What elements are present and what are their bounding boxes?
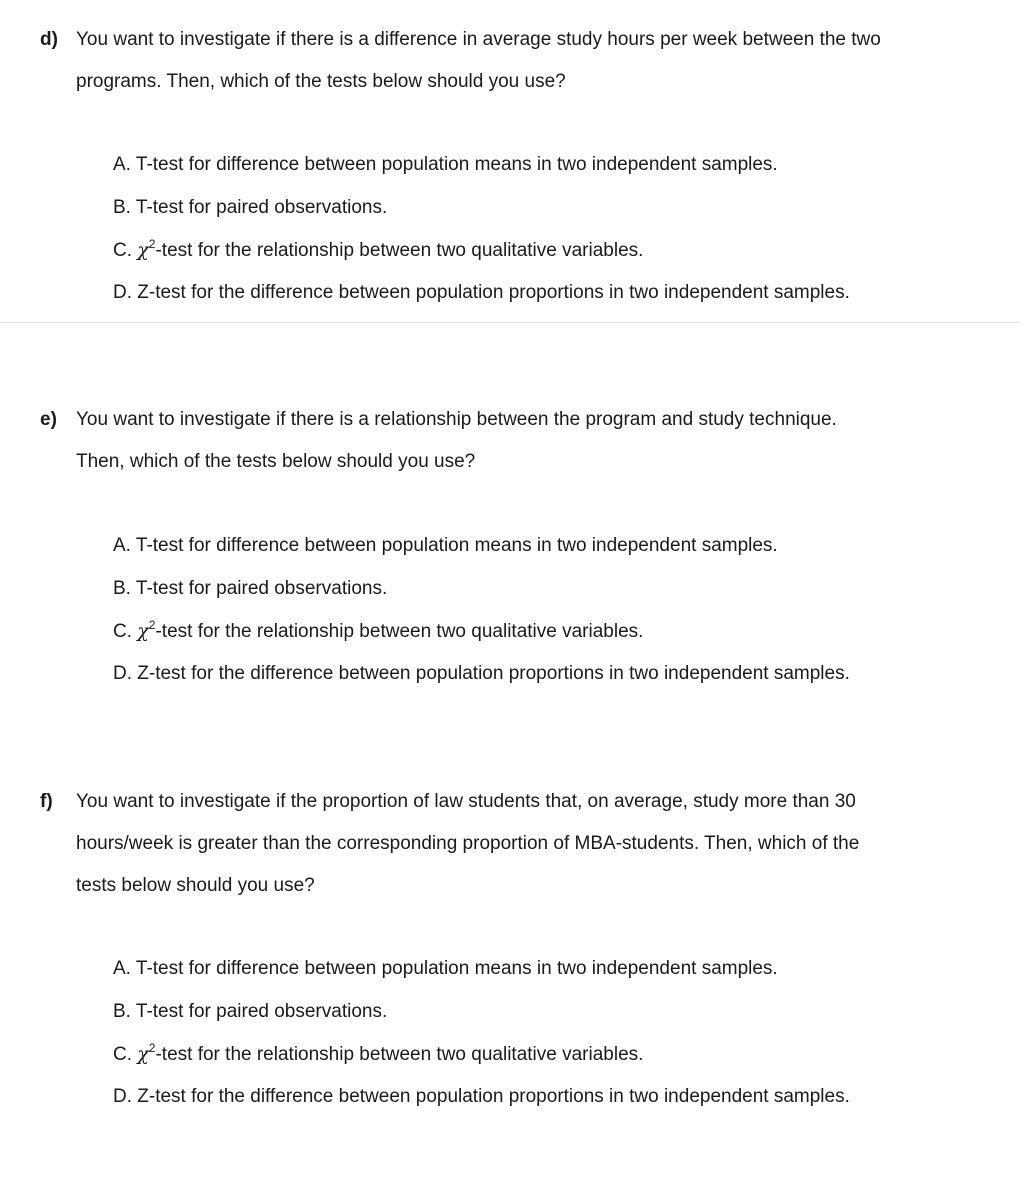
question-label: f)	[40, 791, 53, 812]
exponent: 2	[148, 618, 156, 632]
option-text: T-test for difference between population means in two independent samples.	[135, 154, 778, 175]
option-letter: B.	[113, 196, 131, 218]
option-letter: B.	[113, 577, 131, 599]
option-text: -test for the relationship between two qualitative variables.	[155, 621, 644, 642]
question-line: You want to investigate if the proportion of law students that, on average, study more than 30	[76, 791, 856, 812]
option-a	[113, 948, 850, 991]
option-b	[113, 991, 850, 1034]
option-text: T-test for difference between population means in two independent samples.	[135, 958, 778, 979]
question-line: You want to investigate if there is a difference in average study hours per week between the two	[76, 29, 881, 50]
option-b	[113, 187, 850, 230]
option-c	[113, 610, 850, 653]
question-line: You want to investigate if there is a relationship between the program and study technique.	[76, 409, 837, 430]
option-list	[113, 144, 850, 314]
question-text	[76, 399, 996, 483]
option-a	[113, 144, 850, 187]
option-text: T-test for paired observations.	[135, 1000, 388, 1022]
option-text: T-test for paired observations.	[135, 577, 388, 599]
option-c	[113, 229, 850, 272]
chi-symbol: χ	[137, 1043, 149, 1065]
option-letter: C.	[113, 621, 132, 642]
question-text	[76, 19, 996, 103]
option-b	[113, 568, 850, 611]
question-line: hours/week is greater than the corresponding proportion of MBA-students. Then, which of the	[76, 833, 860, 854]
option-text: Z-test for the difference between population proportions in two independent samples.	[137, 662, 850, 684]
option-text: Z-test for the difference between population proportions in two independent samples.	[137, 281, 850, 303]
question-line: Then, which of the tests below should you use?	[76, 451, 476, 472]
option-text: -test for the relationship between two qualitative variables.	[155, 240, 644, 261]
option-text: Z-test for the difference between population proportions in two independent samples.	[137, 1085, 850, 1107]
option-a	[113, 525, 850, 568]
section-divider	[0, 322, 1020, 323]
option-letter: C.	[113, 1044, 132, 1065]
option-text: -test for the relationship between two qualitative variables.	[155, 1044, 644, 1065]
question-label: d)	[40, 29, 58, 50]
question-line: programs. Then, which of the tests below should you use?	[76, 71, 566, 92]
option-d	[113, 653, 850, 696]
question-line: tests below should you use?	[76, 875, 315, 896]
option-list	[113, 948, 850, 1118]
option-text: T-test for difference between population means in two independent samples.	[135, 535, 778, 556]
option-text: T-test for paired observations.	[135, 196, 388, 218]
option-letter: D.	[113, 662, 132, 684]
option-letter: C.	[113, 240, 132, 261]
option-c	[113, 1033, 850, 1076]
option-d	[113, 1076, 850, 1119]
option-letter: A.	[113, 154, 131, 175]
option-letter: D.	[113, 1085, 132, 1107]
option-d	[113, 272, 850, 315]
exponent: 2	[148, 1041, 156, 1055]
exponent: 2	[148, 237, 156, 251]
option-letter: A.	[113, 958, 131, 979]
option-letter: B.	[113, 1000, 131, 1022]
question-text	[76, 781, 996, 907]
chi-symbol: χ	[137, 239, 149, 261]
chi-symbol: χ	[137, 620, 149, 642]
option-letter: D.	[113, 281, 132, 303]
question-label: e)	[40, 409, 57, 430]
option-letter: A.	[113, 535, 131, 556]
option-list	[113, 525, 850, 695]
